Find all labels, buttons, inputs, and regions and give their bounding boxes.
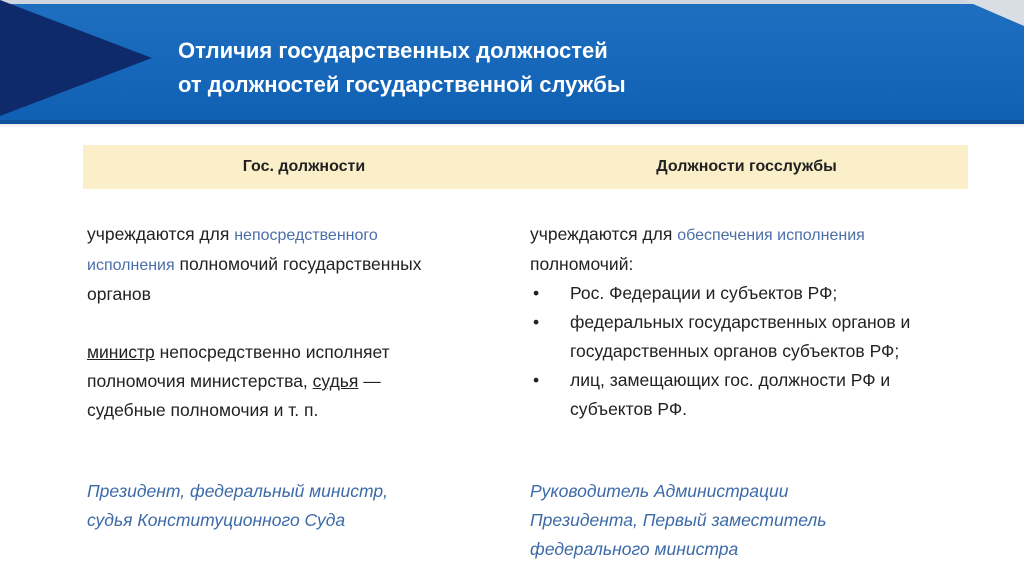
list-item: • федеральных государственных органов и государственных органов субъектов РФ; [530, 308, 970, 366]
list-item: • Рос. Федерации и субъектов РФ; [530, 279, 970, 308]
left-paragraph-1 [87, 220, 507, 309]
example-line: судья Конституционного Суда [87, 510, 346, 530]
right-examples [530, 477, 950, 564]
arrow-decoration [0, 0, 170, 124]
table-header [83, 145, 968, 189]
title-line-2: от должностей государственной службы [178, 72, 626, 97]
text-fragment: учреждаются для [530, 224, 678, 244]
example-line: Президент, федеральный министр, [87, 481, 388, 501]
corner-decoration [964, 0, 1024, 26]
title-line-1: Отличия государственных должностей [178, 38, 608, 63]
bullet-list [530, 279, 970, 424]
example-line: Руководитель Администрации [530, 481, 789, 501]
header-civil-service-positions: Должности госслужбы [656, 158, 837, 175]
highlight-text: обеспечения исполнения [677, 227, 865, 244]
text-fragment: учреждаются для [87, 224, 235, 244]
left-column [87, 220, 507, 425]
right-paragraph-1 [530, 220, 970, 279]
text-fragment: непосредственно исполняет [154, 342, 390, 362]
highlight-text: исполнения [87, 257, 175, 274]
list-item: • лиц, замещающих гос. должности РФ и субъектов РФ. [530, 366, 970, 424]
left-paragraph-2 [87, 338, 507, 425]
header-gov-positions: Гос. должности [242, 158, 366, 175]
text-fragment: полномочий: [530, 254, 634, 274]
example-line: Президента, Первый заместитель [530, 510, 827, 530]
example-line: федерального министра [530, 539, 739, 559]
page-title [178, 34, 626, 102]
text-fragment: судебные полномочия и т. п. [87, 400, 319, 420]
right-column [530, 220, 970, 424]
underlined-term: судья [312, 371, 359, 391]
text-fragment: органов [87, 284, 151, 304]
text-fragment: полномочия министерства, [87, 371, 313, 391]
text-fragment: — [358, 371, 381, 391]
underlined-term: министр [87, 342, 155, 362]
highlight-text: непосредственного [234, 227, 378, 244]
left-examples [87, 477, 487, 535]
text-fragment: полномочий государственных [174, 254, 422, 274]
